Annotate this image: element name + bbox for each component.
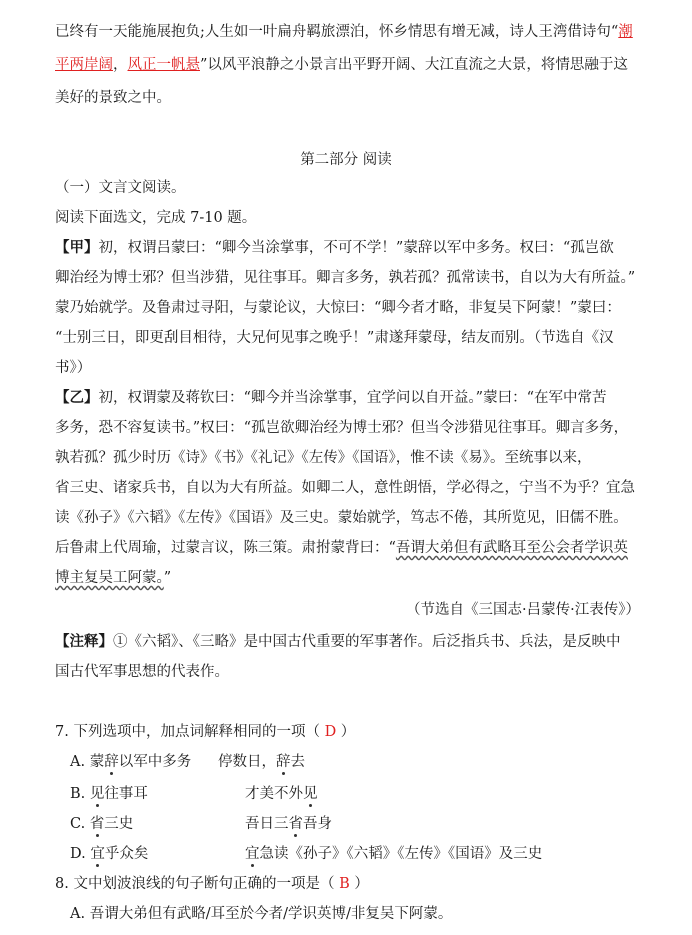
poem-quote-1-end: 平两岸阔 xyxy=(55,57,113,73)
dotted-char: 省 xyxy=(89,816,105,832)
poem-quote-2: 风正一帆悬 xyxy=(127,57,200,73)
passage-yi-line-3: 孰若孤？孤少时历《诗》《书》《礼记》《左传》《国语》，惟不读《易》。至统事以来， xyxy=(55,450,592,466)
passage-yi-tag: 【乙】 xyxy=(55,389,99,406)
passage-jia-tag: 【甲】 xyxy=(55,239,99,256)
intro-text: 已终有一天能施展抱负;人生如一叶扁舟羁旅漂泊，怀乡情思有增无减，诗人王湾借诗句“ xyxy=(55,24,619,40)
passage-jia-line-5: 书》） xyxy=(55,360,92,376)
reading-instruction: 阅读下面选文，完成 7-10 题。 xyxy=(55,210,257,226)
passage-jia-line-3: 蒙乃始就学。及鲁肃过寻阳，与蒙论议，大惊曰：“卿今者才略，非复吴下阿蒙！”蒙曰： xyxy=(55,300,621,316)
passage-yi-source: （节选自《三国志·吕蒙传·江表传》） xyxy=(406,602,640,618)
dotted-char: 宜 xyxy=(245,846,260,862)
question-7-option-a: A. 蒙辞以军中多务 停数日，辞去 xyxy=(70,754,305,770)
wavy-underlined-sentence-start: 吾谓大弟但有武略耳至公会者学识英 xyxy=(395,540,628,556)
question-8-answer: B xyxy=(339,876,350,892)
intro-line-2: 平两岸阔，风正一帆悬”以风平浪静之小景言出平野开阔、大江直流之大景，将情思融于这 xyxy=(55,57,628,73)
passage-yi-line-1: 【乙】初，权谓蒙及蒋钦曰：“卿今并当涂掌事，宜学问以自开益。”蒙曰：“在军中常苦 xyxy=(55,389,607,406)
wavy-underlined-sentence-end: 博主复吴工阿蒙。 xyxy=(55,570,164,586)
note-line-2: 国古代军事思想的代表作。 xyxy=(55,664,229,680)
passage-yi-line-5: 读《孙子》《六韬》《左传》《国语》及三史。蒙始就学，笃志不倦，其所览见，旧儒不胜。 xyxy=(55,510,628,526)
dotted-char: 辞 xyxy=(104,754,119,770)
passage-jia-line-4: “士别三日，即更刮目相待，大兄何见事之晚乎！”肃遂拜蒙母，结友而别。（节选自《汉 xyxy=(55,330,614,346)
question-7-option-b: B. 见往事耳 才美不外见 xyxy=(70,786,318,802)
dotted-char: 见 xyxy=(89,786,105,802)
note-line-1: 【注释】①《六韬》、《三略》是中国古代重要的军事著作。后泛指兵书、兵法，是反映中 xyxy=(55,633,621,650)
passage-jia-line-2: 卿治经为博士邪？但当涉猎，见往事耳。卿言多务，孰若孤？孤常读书，自以为大有所益。” xyxy=(55,270,636,286)
passage-yi-line-6: 后鲁肃上代周瑜，过蒙言议，陈三策。肃拊蒙背曰：“吾谓大弟但有武略耳至公会者学识英 xyxy=(55,540,628,556)
option-d-comparison: 宜急读《孙子》《六韬》《左传》《国语》及三史 xyxy=(245,846,543,862)
option-b-comparison: 才美不外见 xyxy=(245,786,318,802)
dotted-char: 辞 xyxy=(276,754,291,770)
poem-quote-1-start: 潮 xyxy=(618,24,633,40)
note-tag: 【注释】 xyxy=(55,633,113,650)
passage-yi-line-2: 多务，恐不容复读书。”权曰：“孤岂欲卿治经为博士邪？但当令涉猎见往事耳。卿言多务， xyxy=(55,420,629,436)
option-a-comparison: 停数日，辞去 xyxy=(218,754,305,770)
section-title: 第二部分 阅读 xyxy=(300,152,392,168)
question-8-stem: 8. 文中划波浪线的句子断句正确的一项是（ B ） xyxy=(55,876,369,892)
intro-line-3: 美好的景致之中。 xyxy=(55,90,171,106)
question-8-option-a: A. 吾谓大弟但有武略/耳至於今者/学识英博/非复吴下阿蒙。 xyxy=(70,906,453,922)
subsection-heading: （一）文言文阅读。 xyxy=(55,180,186,196)
dotted-char: 省 xyxy=(288,816,303,832)
question-7-option-c: C. 省三史 吾日三省吾身 xyxy=(70,816,332,832)
intro-line-1 xyxy=(55,22,640,42)
option-c-comparison: 吾日三省吾身 xyxy=(245,816,332,832)
passage-jia-line-1: 【甲】初，权谓吕蒙曰：“卿今当涂掌事，不可不学！”蒙辞以军中多务。权曰：“孤岂欲 xyxy=(55,239,614,256)
dotted-char: 宜 xyxy=(90,846,105,862)
passage-yi-line-7: 博主复吴工阿蒙。” xyxy=(55,570,172,586)
question-7-option-d: D. 宜乎众矣 宜急读《孙子》《六韬》《左传》《国语》及三史 xyxy=(70,846,543,862)
question-7-answer: D xyxy=(324,724,337,740)
question-7-stem: 7. 下列选项中，加点词解释相同的一项（ D ） xyxy=(55,724,356,740)
dotted-char: 见 xyxy=(303,786,318,802)
passage-yi-line-4: 省三史、诸家兵书，自以为大有所益。如卿二人，意性朗悟，学必得之，宁当不为乎？宜急 xyxy=(55,480,635,496)
